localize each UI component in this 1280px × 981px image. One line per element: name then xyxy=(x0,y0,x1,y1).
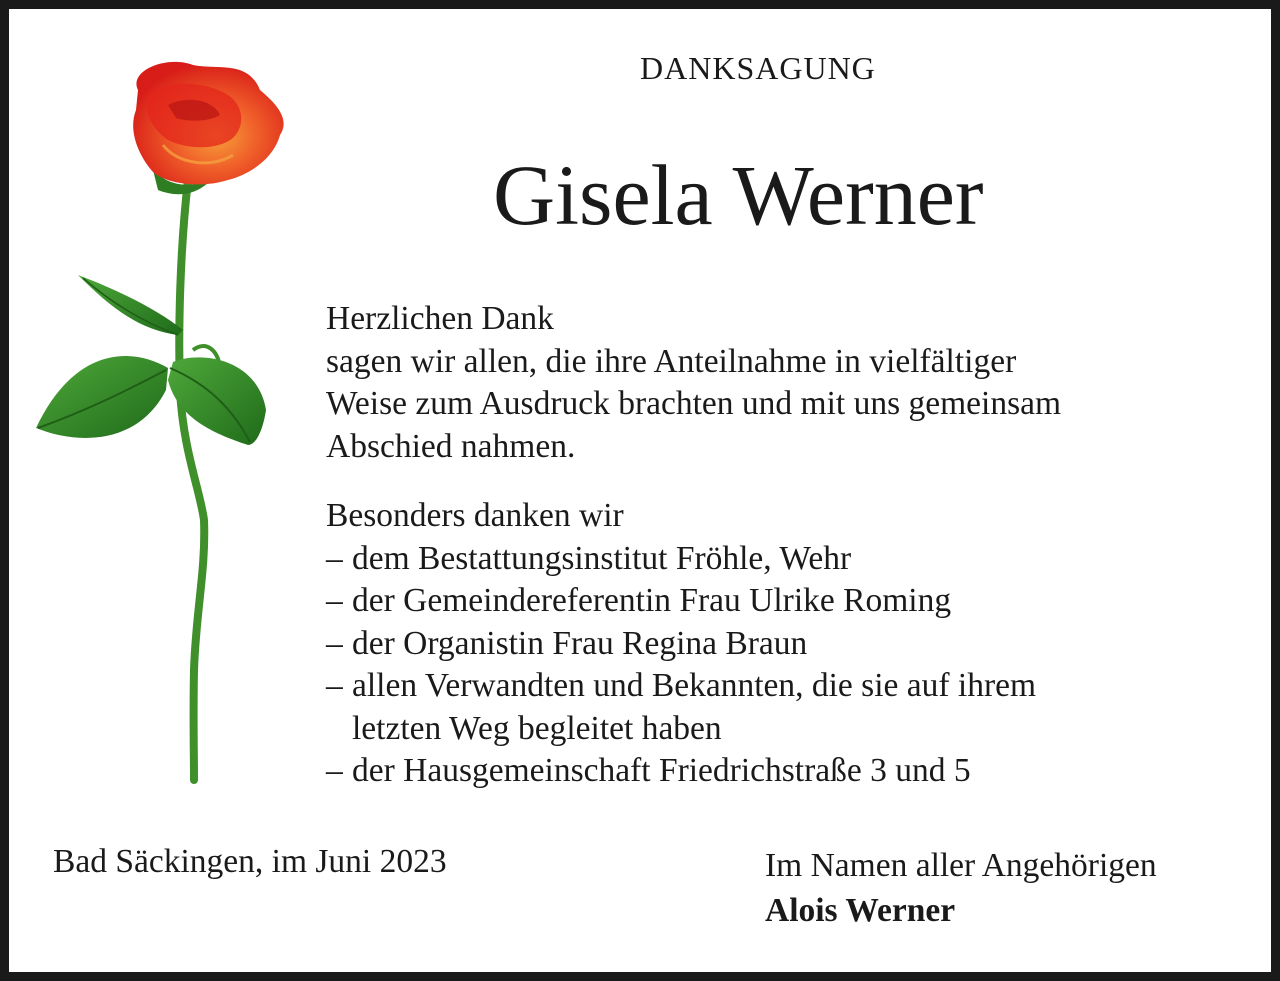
dash: – xyxy=(326,539,343,577)
place-date: Bad Säckingen, im Juni 2023 xyxy=(53,843,447,880)
red-rose-icon xyxy=(28,50,298,790)
special-thanks-intro: Besonders danken wir xyxy=(326,497,624,534)
dash: – xyxy=(326,667,343,704)
list-item-continuation: letzten Weg begleitet haben xyxy=(352,709,722,747)
list-item-text: der Organistin Frau Regina Braun xyxy=(352,624,808,662)
list-item-text: dem Bestattungsinstitut Fröhle, Wehr xyxy=(352,539,852,577)
paragraph-line: Abschied nahmen. xyxy=(326,427,576,465)
list-item xyxy=(326,750,1246,793)
thanks-paragraph xyxy=(326,298,1246,468)
list-item xyxy=(326,538,1246,581)
deceased-name: Gisela Werner xyxy=(493,147,984,243)
notice-heading: DANKSAGUNG xyxy=(640,50,876,86)
paragraph-line: sagen wir allen, die ihre Anteilnahme in vielfältiger xyxy=(326,342,1017,380)
dash: – xyxy=(326,624,343,662)
dash: – xyxy=(326,582,343,619)
signature-block xyxy=(765,843,1157,933)
on-behalf-text: Im Namen aller Angehörigen xyxy=(765,847,1157,884)
paragraph-line: Weise zum Ausdruck brachten und mit uns gemeinsam xyxy=(326,385,1062,422)
list-item-text: der Gemeindereferentin Frau Ulrike Roming xyxy=(352,582,952,619)
list-item xyxy=(326,623,1246,666)
special-thanks-section xyxy=(326,495,1246,793)
dash: – xyxy=(326,752,343,789)
list-item-text: der Hausgemeinschaft Friedrichstraße 3 und 5 xyxy=(352,752,971,789)
paragraph-line: Herzlichen Dank xyxy=(326,300,554,337)
list-item xyxy=(326,580,1246,623)
list-item-text: allen Verwandten und Bekannten, die sie auf ihrem xyxy=(352,667,1037,704)
signer-name: Alois Werner xyxy=(765,892,956,929)
list-item xyxy=(326,665,1246,708)
